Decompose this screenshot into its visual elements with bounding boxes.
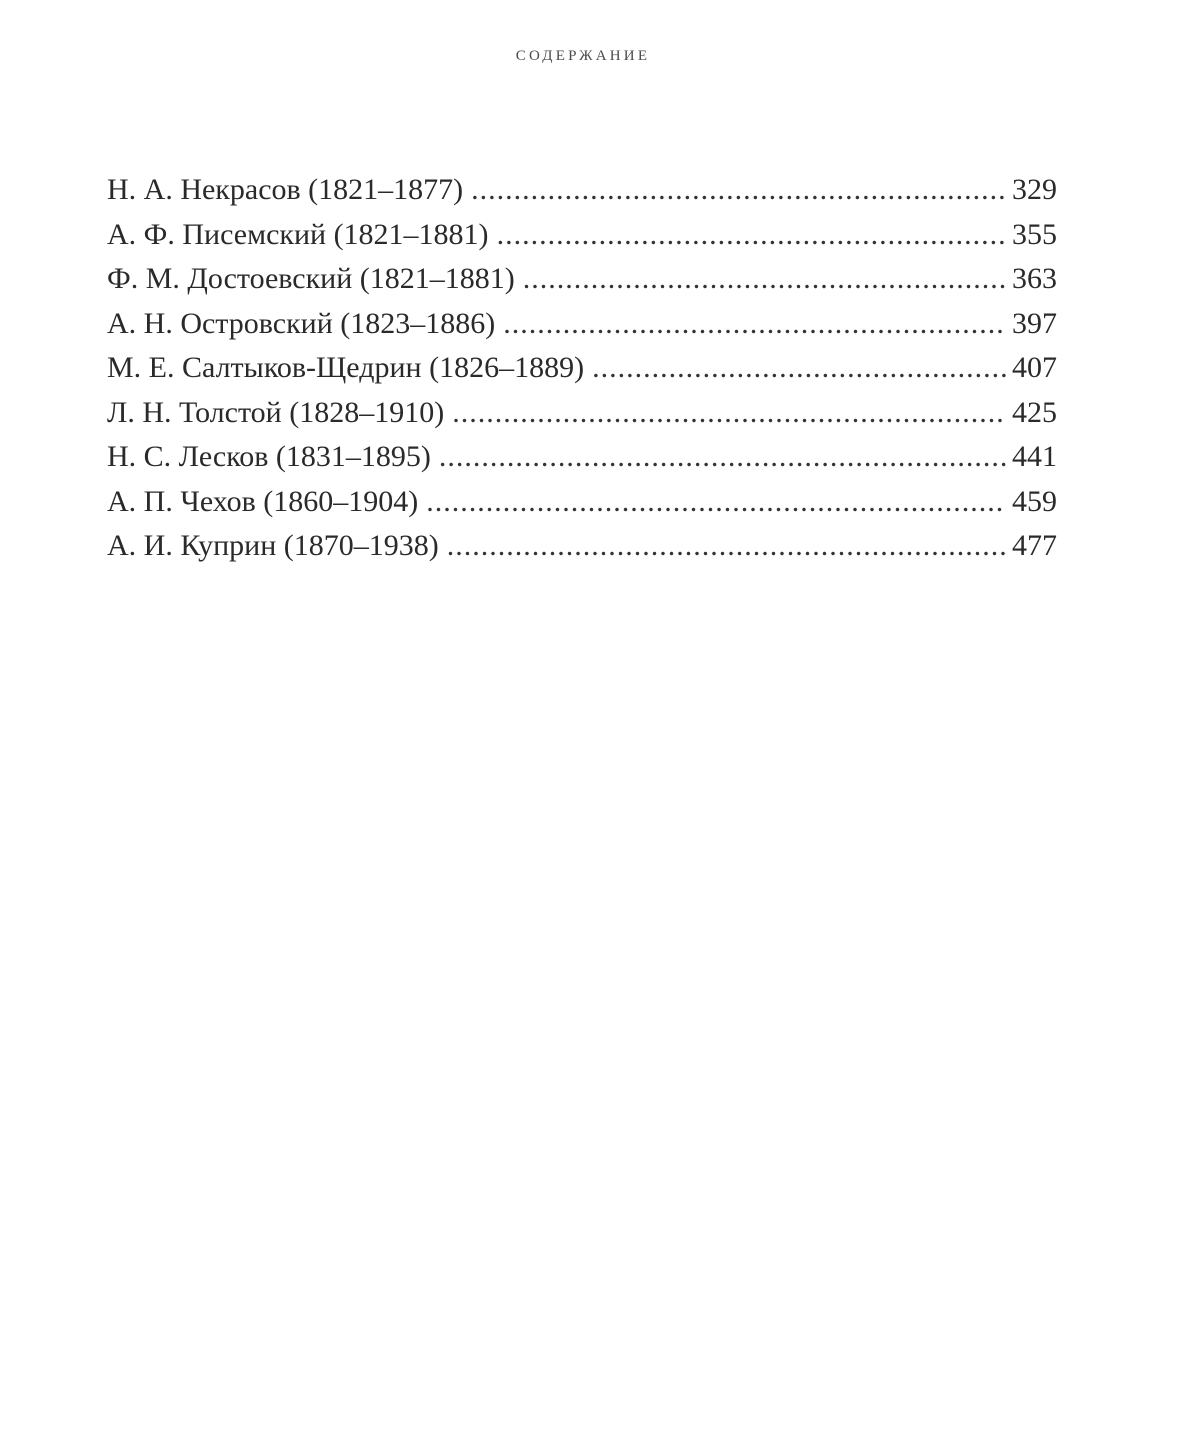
- toc-entry: [107, 257, 1057, 302]
- dot-leader: [426, 480, 1006, 525]
- toc-entry: [107, 391, 1057, 436]
- toc-entry-page: 441: [1012, 440, 1057, 473]
- table-of-contents: [107, 168, 1057, 569]
- toc-entry-title: Л. Н. Толстой (1828–1910): [107, 395, 445, 429]
- toc-entry-title: Ф. М. Достоевский (1821–1881): [107, 262, 515, 295]
- toc-entry: [107, 213, 1057, 258]
- dot-leader: [439, 435, 1006, 480]
- toc-entry-title: А. П. Чехов (1860–1904): [107, 484, 419, 518]
- toc-entry-title: Н. С. Лесков (1831–1895): [107, 440, 431, 473]
- toc-entry: [107, 524, 1057, 569]
- toc-entry: [107, 435, 1057, 480]
- dot-leader: [592, 346, 1006, 391]
- running-head: СОДЕРЖАНИЕ: [515, 48, 651, 64]
- toc-entry-title: А. Н. Островский (1823–1886): [107, 306, 496, 340]
- toc-entry-title: А. И. Куприн (1870–1938): [107, 529, 439, 562]
- toc-entry-page: 363: [1012, 262, 1057, 295]
- toc-entry-page: 407: [1012, 351, 1057, 384]
- toc-entry-title: А. Ф. Писемский (1821–1881): [107, 217, 489, 251]
- toc-entry: [107, 302, 1057, 347]
- toc-entry-page: 355: [1012, 217, 1057, 251]
- toc-entry-title: Н. А. Некрасов (1821–1877): [107, 173, 464, 206]
- toc-entry-page: 329: [1012, 173, 1057, 206]
- dot-leader: [497, 213, 1006, 258]
- toc-entry-page: 425: [1012, 395, 1057, 429]
- dot-leader: [447, 524, 1006, 569]
- dot-leader: [523, 257, 1006, 302]
- toc-entry-page: 397: [1012, 306, 1057, 340]
- toc-entry-page: 459: [1012, 484, 1057, 518]
- dot-leader: [452, 391, 1006, 436]
- toc-entry: [107, 168, 1057, 213]
- dot-leader: [503, 302, 1006, 347]
- toc-entry: [107, 346, 1057, 391]
- toc-entry-title: М. Е. Салтыков-Щедрин (1826–1889): [107, 351, 585, 384]
- dot-leader: [471, 168, 1006, 213]
- toc-entry-page: 477: [1012, 529, 1057, 562]
- toc-entry: [107, 480, 1057, 525]
